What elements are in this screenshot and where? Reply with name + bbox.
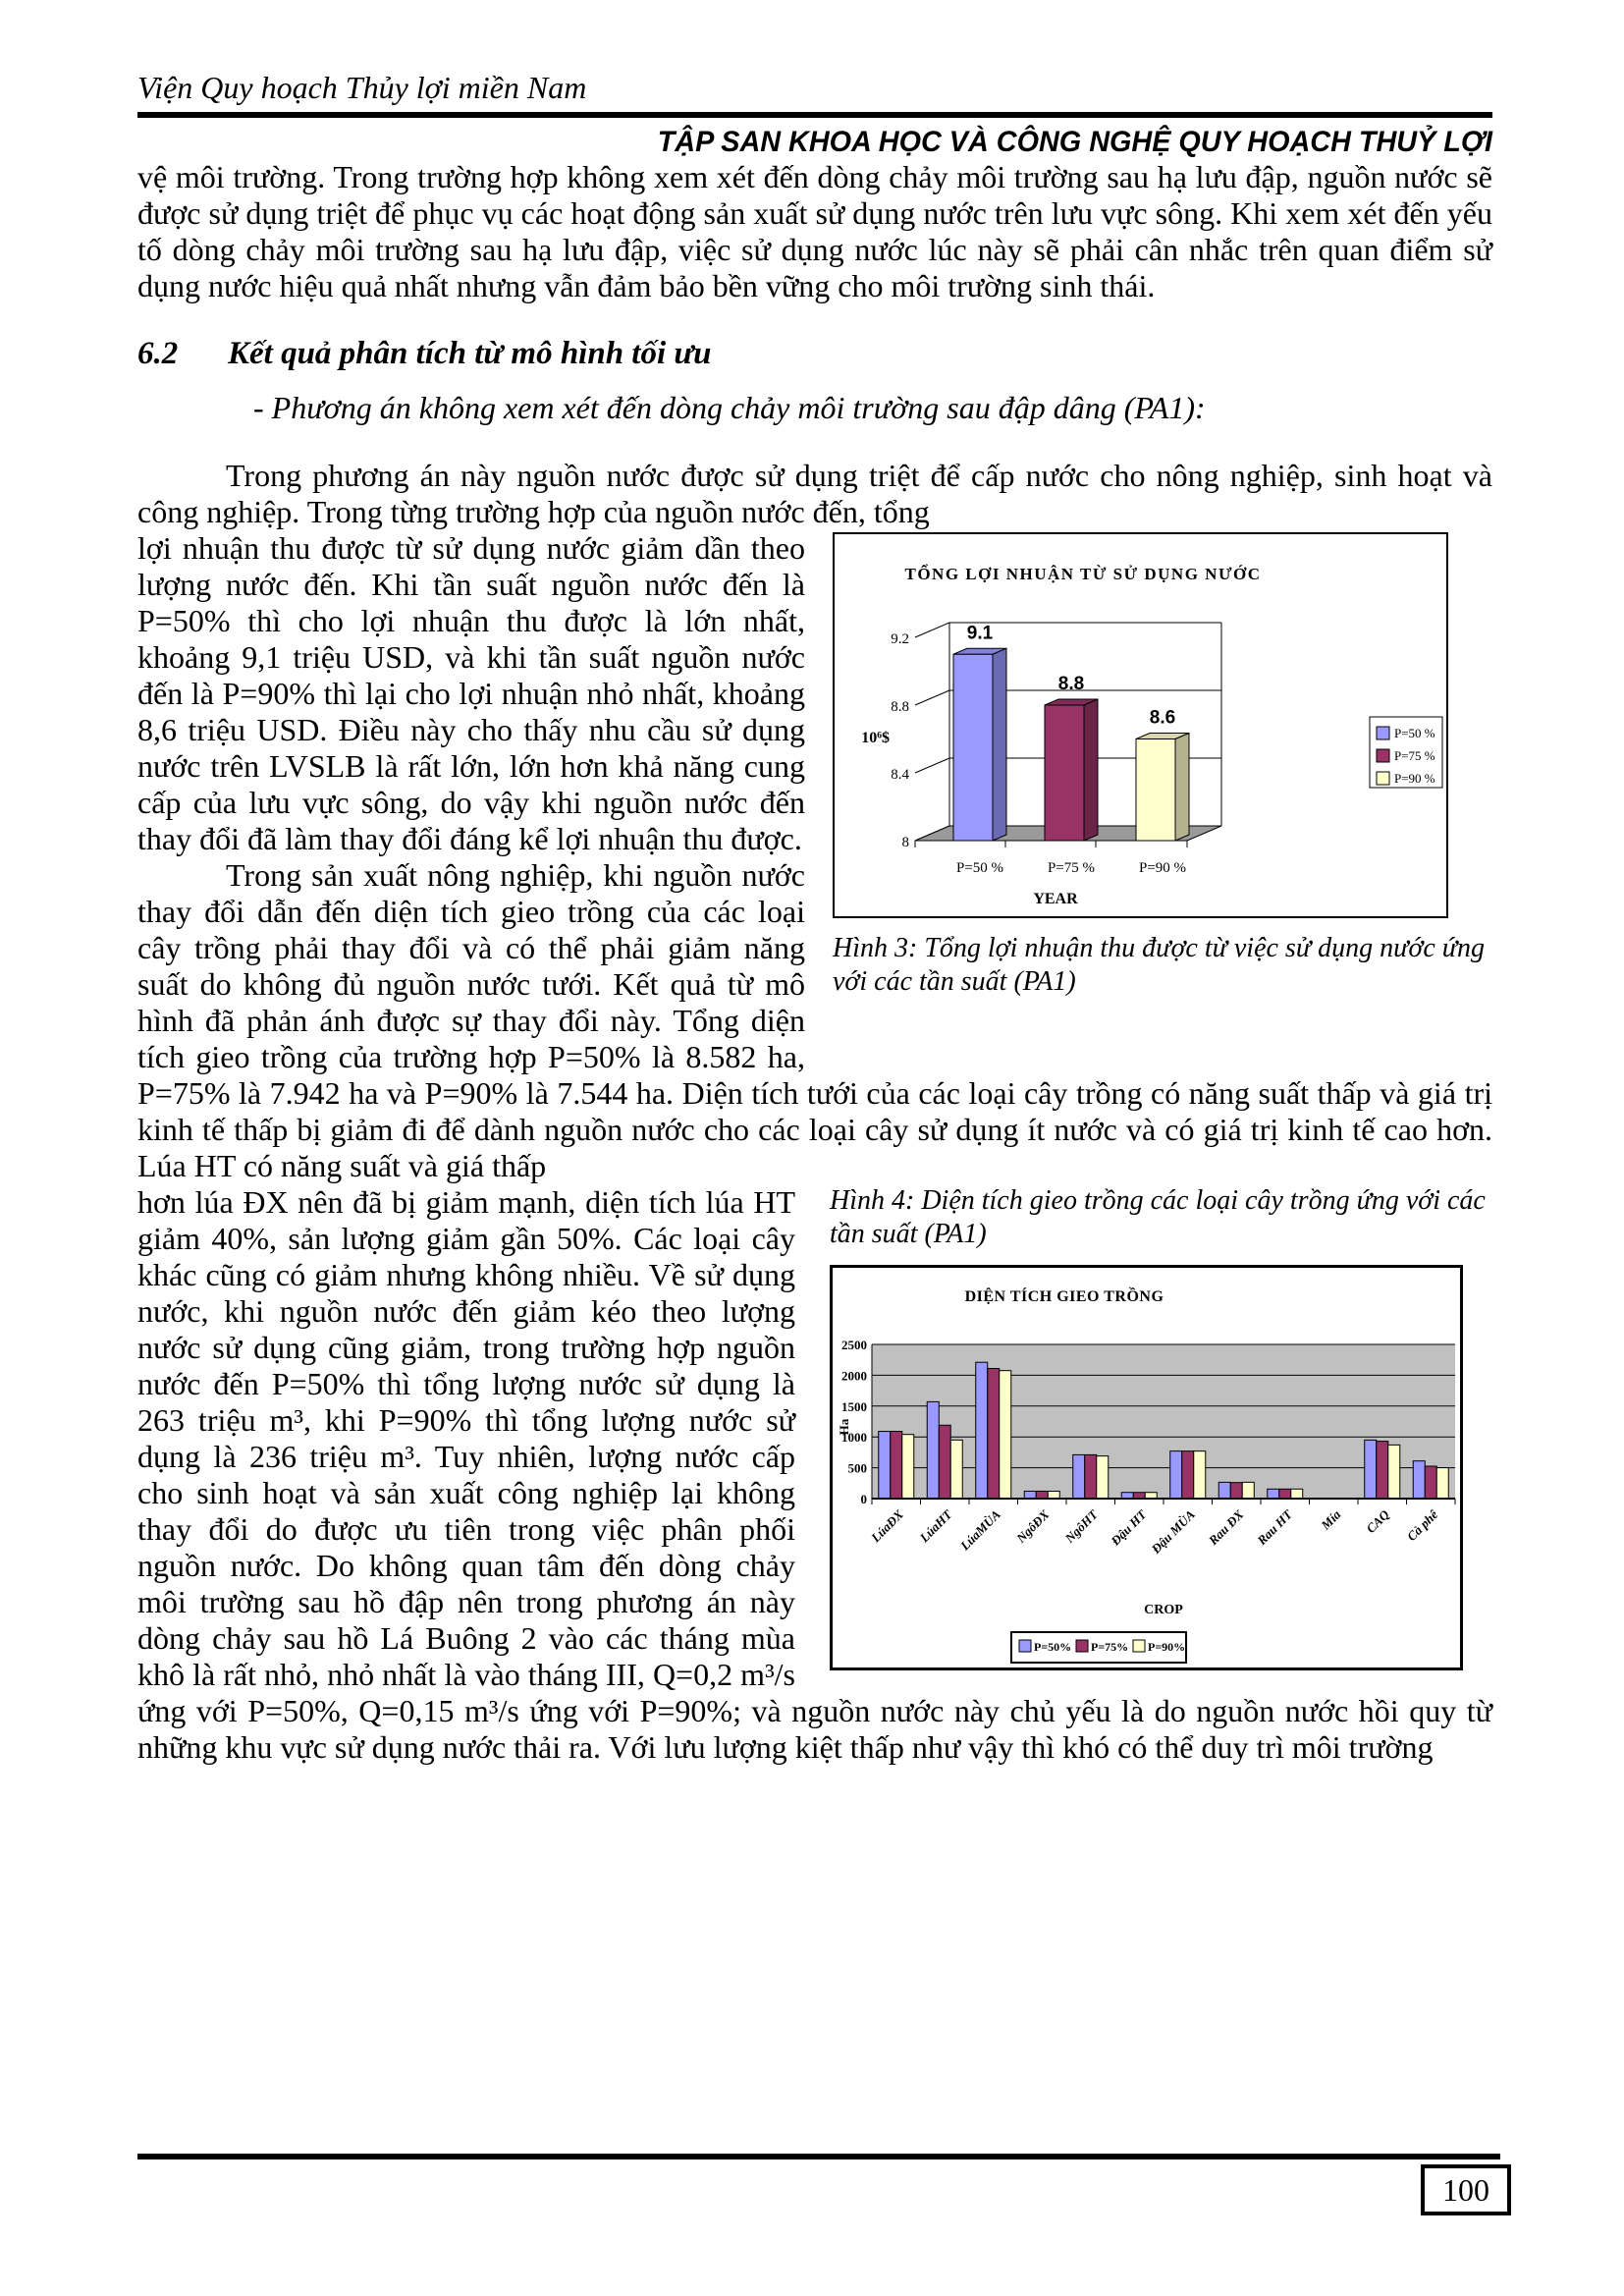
x-category-label: P=90 % xyxy=(1138,860,1187,876)
x-category-label: LúaĐX xyxy=(868,1506,906,1546)
bar-P=90% xyxy=(902,1435,914,1499)
legend-label: P=75 % xyxy=(1394,748,1435,763)
paragraph-intro: Trong phương án này nguồn nước được sử dụng triệt để cấp nước cho nông nghiệp, sinh hoạt và công nghiệp. Trong từng trường hợp của nguồn nước đến, tổng xyxy=(137,458,1492,529)
figure-4-caption: Hình 4: Diện tích gieo trồng các loại cây trồng ứng với các tần suất (PA1) xyxy=(830,1185,1486,1249)
profit-chart-frame xyxy=(833,532,1448,918)
legend-label: P=90% xyxy=(1148,1640,1186,1654)
bar-P=90% xyxy=(1291,1489,1303,1499)
bar-P=90% xyxy=(1000,1371,1011,1499)
x-category-label: LúaHT xyxy=(916,1506,955,1546)
bar-P=90% xyxy=(950,1440,962,1499)
bar-P=75% xyxy=(1182,1451,1194,1499)
legend-swatch xyxy=(1377,727,1389,739)
x-category-label: NgôĐX xyxy=(1013,1506,1053,1546)
bullet-line: - Phương án không xem xét đến dòng chảy môi trường sau đập dâng (PA1): xyxy=(253,390,1206,425)
legend-swatch xyxy=(1377,772,1389,785)
chart-title: TỔNG LỢI NHUẬN TỪ SỬ DỤNG NƯỚC xyxy=(904,565,1262,583)
data-label: 8.6 xyxy=(1149,707,1176,729)
wrap-section-1 xyxy=(137,530,1492,1184)
tick-connector xyxy=(915,690,949,705)
y-tick-label: 2500 xyxy=(841,1338,867,1352)
x-category-label: Rau ĐX xyxy=(1205,1506,1247,1549)
section-number: 6.2 xyxy=(137,336,179,371)
x-category-label: Cà phê xyxy=(1403,1506,1441,1544)
bar-P=90% xyxy=(1388,1445,1400,1499)
figure-3 xyxy=(805,532,1492,999)
y-axis-title: Ha xyxy=(837,1418,851,1436)
bar-P=50% xyxy=(1413,1461,1425,1499)
bar-P=90% xyxy=(1242,1482,1254,1499)
bar-P=75% xyxy=(1425,1466,1436,1499)
y-tick-label: 8 xyxy=(901,835,909,850)
tick-connector xyxy=(915,758,949,773)
header-institute: Viện Quy hoạch Thủy lợi miền Nam xyxy=(137,70,587,105)
x-category-label: LúaMÙA xyxy=(956,1506,1003,1554)
wrap-text-1: lợi nhuận thu được từ sử dụng nước giảm dần theo lượng nước đến. Khi tần suất nguồn nước đến là P=50% thì cho lợi nhuận thu được là lớn nhất, khoảng 9,1 triệu USD, và khi tần suất nguồn nước đến là P=90% thì lại cho lợi nhuận nhỏ nhất, khoảng 8,6 triệu USD. Điều này cho thấy nhu cầu sử dụng nước trên LVSLB là rất lớn, lớn hơn khả năng cung cấp của lưu vực sông, do vậy khi nguồn nước đến thay đổi đã làm thay đổi đáng kể lợi nhuận thu được. xyxy=(137,530,805,856)
crop-chart-frame xyxy=(830,1265,1463,1670)
y-tick-label: 1000 xyxy=(841,1430,867,1446)
bar-front-face xyxy=(953,654,993,841)
header-journal-title: TẬP SAN KHOA HỌC VÀ CÔNG NGHỆ QUY HOẠCH THUỶ LỢI xyxy=(657,126,1492,158)
data-label: 8.8 xyxy=(1057,674,1085,694)
bar-side-face xyxy=(1175,734,1189,842)
legend-label: P=50% xyxy=(1034,1640,1072,1654)
x-category-label: Mía xyxy=(1318,1506,1344,1533)
bar-P=75% xyxy=(1377,1442,1388,1499)
x-category-label: Đậu HT xyxy=(1108,1506,1150,1549)
x-category-label: NgôHT xyxy=(1061,1506,1101,1546)
bar-P=75% xyxy=(1279,1489,1291,1499)
bar-P=75% xyxy=(1036,1491,1048,1499)
bar-side-face xyxy=(993,648,1006,841)
legend-swatch xyxy=(1133,1640,1145,1652)
legend-label: P=75% xyxy=(1091,1640,1129,1654)
bar-P=50% xyxy=(1170,1451,1182,1499)
legend-swatch xyxy=(1377,749,1389,762)
data-label: 9.1 xyxy=(966,623,994,644)
bar-P=50% xyxy=(879,1432,891,1499)
x-category-label: CAQ xyxy=(1363,1506,1392,1537)
y-tick-label: 2000 xyxy=(841,1368,867,1384)
bar-P=75% xyxy=(988,1368,1000,1499)
bar-P=50% xyxy=(976,1362,988,1499)
bar-P=75% xyxy=(939,1425,950,1499)
x-category-label: Đậu MÙA xyxy=(1148,1506,1198,1557)
bar-P=90% xyxy=(1097,1456,1109,1499)
y-tick-label: 1500 xyxy=(841,1398,867,1414)
bar-P=50% xyxy=(1365,1440,1377,1499)
paragraph-1: vệ môi trường. Trong trường hợp không xem xét đến dòng chảy môi trường sau hạ lưu đập, nguồn nước sẽ được sử dụng triệt để phục vụ các hoạt động sản xuất sử dụng nước trên lưu vực sông. Khi xem xét đến yếu tố dòng chảy môi trường sau hạ lưu đập, việc sử dụng nước lúc này sẽ phải cân nhắc trên quan điểm sử dụng nước hiệu quả nhất nhưng vẫn đảm bảo bền vững cho môi trường sinh thái. xyxy=(137,159,1492,303)
legend-label: P=90 % xyxy=(1394,771,1435,786)
x-category-label: P=75 % xyxy=(1047,860,1096,876)
y-tick-label: 9.2 xyxy=(891,631,909,647)
bar-P=50% xyxy=(927,1401,939,1499)
figure-3-caption: Hình 3: Tổng lợi nhuận thu được từ việc sử dụng nước ứng với các tần suất (PA1) xyxy=(833,933,1486,997)
y-tick-label: 8.8 xyxy=(891,699,909,715)
wrap-section-2 xyxy=(137,1184,1492,1766)
bar-P=50% xyxy=(1218,1482,1230,1499)
bar-P=50% xyxy=(1268,1489,1279,1499)
bar-P=75% xyxy=(1085,1454,1097,1499)
y-tick-label: 8.4 xyxy=(891,767,909,783)
y-tick-label: 500 xyxy=(847,1460,867,1476)
page-content xyxy=(137,0,1492,1766)
bar-P=50% xyxy=(1024,1491,1036,1499)
bar-P=90% xyxy=(1048,1491,1059,1499)
crop-area-bar-chart xyxy=(833,1268,1460,1667)
bar-P=90% xyxy=(1436,1468,1448,1499)
page-number: 100 xyxy=(1421,2164,1511,2215)
profit-3d-bar-chart xyxy=(835,534,1446,916)
bar-P=50% xyxy=(1073,1454,1085,1499)
section-title: Kết quả phân tích từ mô hình tối ưu xyxy=(228,336,712,371)
bar-side-face xyxy=(1084,699,1098,841)
paragraph-2: Trong sản xuất nông nghiệp, khi nguồn nước thay đổi dẫn đến diện tích gieo trồng của các loại cây trồng phải thay đổi và có thể phải giảm năng suất do không đủ nguồn nước tưới. Kết quả từ mô hình đã phản ánh được sự thay đổi này. Tổng diện tích gieo trồng của trường hợp P=50% là 8.582 ha, P=75% là 7.942 ha và P=90% là 7.544 ha. Diện tích tưới của các loại cây trồng có năng suất thấp và giá trị kinh tế thấp bị giảm đi để dành nguồn nước cho các loại cây sử dụng ít nước và có giá trị kinh tế cao hơn. Lúa HT có năng suất và giá thấp xyxy=(137,857,1492,1183)
bar-P=75% xyxy=(1230,1483,1242,1499)
bar-P=90% xyxy=(1194,1451,1206,1499)
y-tick-label: 0 xyxy=(860,1492,867,1506)
legend-label: P=50 % xyxy=(1394,726,1435,740)
x-category-label: P=50 % xyxy=(955,860,1004,876)
bar-P=75% xyxy=(891,1432,902,1499)
wrap-text-2: hơn lúa ĐX nên đã bị giảm mạnh, diện tích lúa HT giảm 40%, sản lượng giảm gần 50%. Các loại cây khác cũng có giảm nhưng không nhiều. Về sử dụng nước, khi nguồn nước đến giảm kéo theo lượng nước sử dụng cũng giảm, trong trường hợp nguồn nước đến P=50% thì tổng lượng nước sử dụng là 263 triệu m³, khi P=90% thì tổng lượng nước sử dụng là 236 triệu m³. Tuy nhiên, lượng nước cấp cho sinh hoạt và sản xuất công nghiệp lại không thay đổi do được ưu tiên trong việc phân phối nguồn nước. Do không quan tâm đến dòng chảy môi trường sau hồ đập nên trong phương án này dòng chảy sau hồ Lá Buông 2 vào các tháng mùa khô là rất nhỏ, nhỏ nhất là vào tháng III, Q=0,2 m³/s ứng với P=50%, Q=0,15 m³/s ứng với P=90%; và nguồn nước này chủ yếu là do nguồn nước hồi quy từ những khu vực sử dụng nước thải ra. Với lưu lượng kiệt thấp như vậy thì khó có thể duy trì môi trường xyxy=(137,1184,1492,1765)
tick-connector xyxy=(915,623,949,637)
footer-rule xyxy=(137,2154,1500,2159)
x-axis-title: CROP xyxy=(1144,1603,1183,1617)
figure-4 xyxy=(795,1184,1492,1670)
bar-front-face xyxy=(1136,739,1175,842)
x-category-label: Rau HT xyxy=(1254,1506,1295,1549)
chart-title: DIỆN TÍCH GIEO TRỒNG xyxy=(964,1288,1164,1305)
section-heading xyxy=(137,334,1492,373)
legend-swatch xyxy=(1019,1640,1031,1652)
x-axis-title: YEAR xyxy=(1033,891,1078,907)
header-rule xyxy=(137,112,1492,118)
legend-swatch xyxy=(1076,1640,1088,1652)
bar-front-face xyxy=(1045,705,1084,841)
y-axis-title: 10⁶$ xyxy=(861,730,890,746)
